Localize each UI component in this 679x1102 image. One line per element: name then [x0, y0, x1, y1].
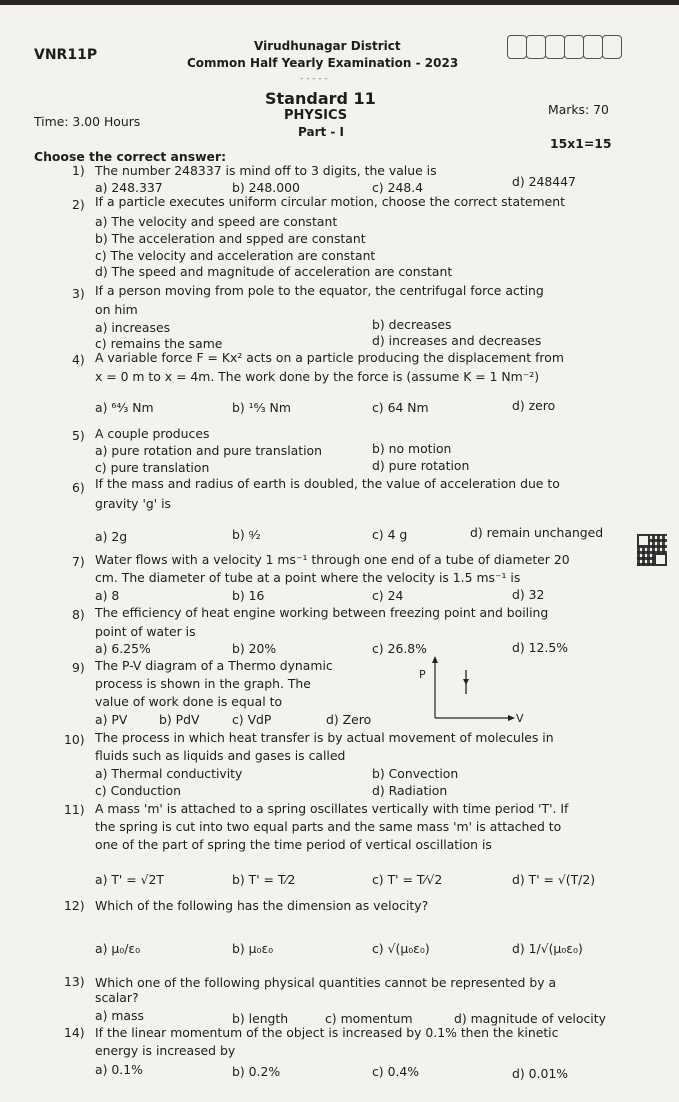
v-axis-arrow: [508, 715, 515, 721]
option-b: b) Convection: [372, 766, 459, 781]
option-a: a) PV: [95, 712, 128, 727]
option-d: d) remain unchanged: [470, 525, 604, 540]
top-edge: [0, 0, 679, 5]
question-text-3: value of work done is equal to: [95, 694, 283, 709]
question-text-2: on him: [95, 302, 138, 317]
option-c: c) T' = T⁄√2: [372, 872, 443, 887]
marks-scheme: 15x1=15: [550, 136, 612, 151]
option-d: d) zero: [512, 398, 556, 413]
option-d: d) 0.01%: [512, 1066, 568, 1081]
option-a: a) 6.25%: [95, 641, 151, 656]
option-d: d) pure rotation: [372, 458, 470, 473]
subject-title: PHYSICS: [284, 108, 348, 123]
option-b: b) no motion: [372, 441, 452, 456]
option-d: d) T' = √(T/2): [512, 872, 596, 887]
option-c: c) VdP: [232, 712, 272, 727]
option-b: b) T' = T⁄2: [232, 872, 296, 887]
question-text-2: cm. The diameter of tube at a point where the velocity is 1.5 ms⁻¹ is: [95, 570, 521, 585]
option-d: d) 32: [512, 587, 545, 602]
instruction: Choose the correct answer:: [34, 149, 227, 164]
question-text: Which of the following has the dimension as velocity?: [95, 898, 429, 913]
district-name: Virudhunagar District: [254, 39, 401, 53]
option-a: a) 248.337: [95, 180, 163, 195]
option-d: d) The speed and magnitude of acceleration are constant: [95, 264, 453, 279]
question-text-3: one of the part of spring the time period of vertical oscillation is: [95, 837, 492, 852]
p-axis-arrow: [432, 656, 438, 663]
option-b: b) 248.000: [232, 180, 300, 195]
option-a: a) 0.1%: [95, 1062, 143, 1077]
option-c: c) 64 Nm: [372, 400, 429, 415]
question-number: 13): [64, 974, 85, 989]
option-a: a) 8: [95, 588, 120, 603]
option-b: b) length: [232, 1011, 289, 1026]
option-d: d) increases and decreases: [372, 333, 542, 348]
option-b: b) 0.2%: [232, 1064, 281, 1079]
question-text-2: gravity 'g' is: [95, 496, 171, 511]
option-d: d) Zero: [326, 712, 372, 727]
option-b: b) ᵍ⁄₂: [232, 527, 261, 542]
option-c: c) 26.8%: [372, 641, 427, 656]
question-number: 11): [64, 802, 85, 817]
question-text: The P-V diagram of a Thermo dynamic: [95, 658, 333, 673]
question-text: If a person moving from pole to the equator, the centrifugal force acting: [95, 283, 544, 298]
option-d: d) 12.5%: [512, 640, 568, 655]
option-c: c) 248.4: [372, 180, 424, 195]
question-text: Which one of the following physical quantities cannot be represented by a: [95, 975, 557, 990]
question-text: A mass 'm' is attached to a spring oscillates vertically with time period 'T'. If: [95, 801, 569, 816]
option-a: a) Thermal conductivity: [95, 766, 243, 781]
question-text: If a particle executes uniform circular motion, choose the correct statement: [95, 194, 565, 209]
option-b: b) 16: [232, 588, 265, 603]
option-c: c) remains the same: [95, 336, 223, 351]
question-text-2: x = 0 m to x = 4m. The work done by the force is (assume K = 1 Nm⁻²): [95, 369, 540, 384]
part-title: Part - I: [298, 125, 345, 139]
question-number: 1): [72, 163, 85, 178]
pv-diagram: [415, 654, 535, 726]
question-text-2: point of water is: [95, 624, 196, 639]
option-c: c) 0.4%: [372, 1064, 420, 1079]
option-b: b) μ₀ε₀: [232, 941, 274, 956]
option-c: c) momentum: [325, 1011, 413, 1026]
question-text: Water flows with a velocity 1 ms⁻¹ through one end of a tube of diameter 20: [95, 552, 570, 567]
qr-code: [637, 534, 667, 566]
question-number: 2): [72, 197, 85, 212]
question-text-2: the spring is cut into two equal parts and the same mass 'm' is attached to: [95, 819, 562, 834]
question-number: 14): [64, 1025, 85, 1040]
process-arrow: [463, 679, 469, 685]
time-duration: Time: 3.00 Hours: [34, 114, 141, 129]
question-text: The process in which heat transfer is by actual movement of molecules in: [95, 730, 554, 745]
option-c: c) The velocity and acceleration are constant: [95, 248, 376, 263]
question-number: 3): [72, 286, 85, 301]
question-number: 5): [72, 428, 85, 443]
option-a: a) pure rotation and pure translation: [95, 443, 322, 458]
option-d: d) magnitude of velocity: [454, 1011, 606, 1026]
question-text: The number 248337 is mind off to 3 digits, the value is: [95, 163, 437, 178]
question-text-2: fluids such as liquids and gases is called: [95, 748, 346, 763]
question-text-2: process is shown in the graph. The: [95, 676, 311, 691]
exam-title: Common Half Yearly Examination - 2023: [187, 56, 459, 70]
question-text: A couple produces: [95, 426, 210, 441]
option-c: c) 24: [372, 588, 404, 603]
question-text-2: energy is increased by: [95, 1043, 236, 1058]
question-number: 7): [72, 554, 85, 569]
question-number: 8): [72, 607, 85, 622]
option-d: d) Radiation: [372, 783, 448, 798]
option-d: d) 248447: [512, 174, 576, 189]
option-b: b) PdV: [159, 712, 200, 727]
question-text: If the mass and radius of earth is doubled, the value of acceleration due to: [95, 476, 560, 491]
question-text-2: scalar?: [95, 990, 139, 1005]
question-text: The efficiency of heat engine working between freezing point and boiling: [95, 605, 549, 620]
option-b: b) The acceleration and spped are constant: [95, 231, 366, 246]
option-a: a) The velocity and speed are constant: [95, 214, 338, 229]
paper-code: VNR11P: [34, 47, 98, 63]
option-a: a) ⁶⁴⁄₃ Nm: [95, 400, 154, 415]
question-number: 10): [64, 732, 85, 747]
option-a: a) mass: [95, 1008, 144, 1023]
v-axis-label: V: [516, 712, 524, 725]
option-a: a) increases: [95, 320, 171, 335]
p-axis-label: P: [419, 668, 426, 681]
standard-title: Standard 11: [265, 89, 376, 108]
question-text: A variable force F = Kx² acts on a particle producing the displacement from: [95, 350, 564, 365]
question-number: 9): [72, 660, 85, 675]
option-c: c) pure translation: [95, 460, 210, 475]
option-b: b) ¹⁶⁄₃ Nm: [232, 400, 291, 415]
option-b: b) decreases: [372, 317, 452, 332]
question-number: 6): [72, 480, 85, 495]
option-a: a) μ₀/ε₀: [95, 941, 141, 956]
question-number: 12): [64, 898, 85, 913]
option-c: c) 4 g: [372, 527, 408, 542]
option-c: c) √(μ₀ε₀): [372, 941, 430, 956]
question-text: If the linear momentum of the object is increased by 0.1% then the kinetic: [95, 1025, 559, 1040]
question-number: 4): [72, 352, 85, 367]
total-marks: Marks: 70: [548, 102, 609, 117]
option-b: b) 20%: [232, 641, 277, 656]
option-a: a) T' = √2T: [95, 872, 164, 887]
option-a: a) 2g: [95, 529, 128, 544]
option-d: d) 1/√(μ₀ε₀): [512, 941, 583, 956]
option-c: c) Conduction: [95, 783, 181, 798]
register-number-boxes: [507, 35, 621, 57]
separator-dashes: - - - - -: [300, 74, 328, 84]
